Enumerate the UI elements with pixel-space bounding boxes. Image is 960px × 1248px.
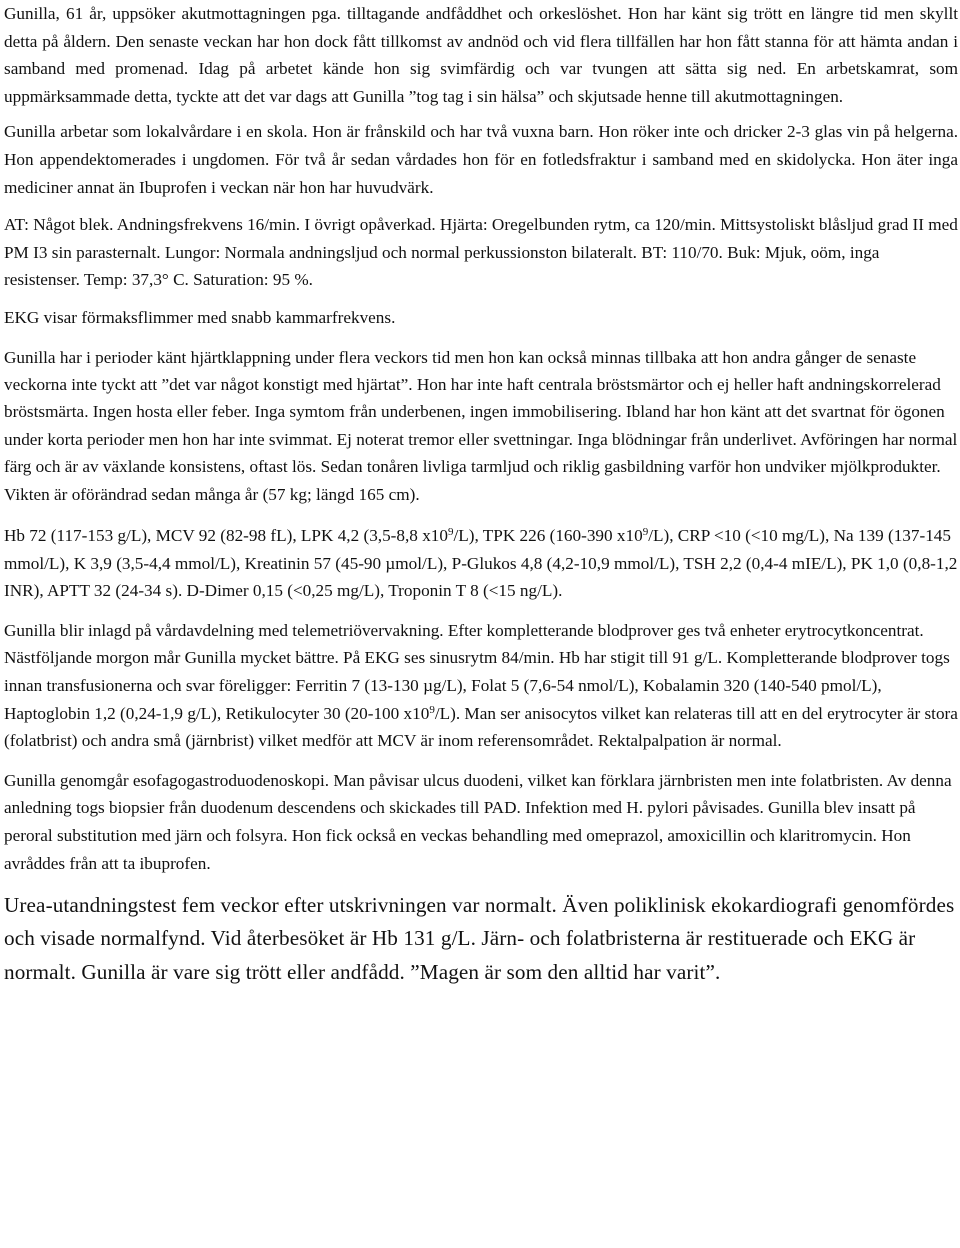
inpatient-text-part-1: Gunilla blir inlagd på vårdavdelning med telemetriövervakning. Efter kompletterande blodprover ges två enheter erytrocytkoncentrat. Nästföljande morgon mår Gunilla mycket bättre. På EKG ses sinusrytm 84/min. Hb har stigit till 91 g/L. Kompletterande blodprover togs innan transfusionerna och svar föreligger: Ferritin 7 (13-130 µg/L), Folat 5 (7,6-54 nmol/L), Kobalamin 320 (140-540 pmol/L), Haptoglobin 1,2 (0,24-1,9 g/L), Retikulocyter 30 (20-100 x10 xyxy=(4,620,950,723)
lab-superscript-2: 9 xyxy=(642,525,649,538)
paragraph-presenting-complaint: Gunilla, 61 år, uppsöker akutmottagningen pga. tilltagande andfåddhet och orkeslöshet. Hon har känt sig trött en längre tid men skyllt detta på åldern. Den senaste veckan har hon dock fått tillkomst av andnöd och vid flera tillfällen har hon fått stanna för att hämta andan i samband med promenad. Idag på arbetet kände hon sig svimfärdig och var tvungen att sätta sig ned. En arbetskamrat, som uppmärksammade detta, tyckte att det var dags att Gunilla ”tog tag i sin hälsa” och skjutsade henne till akutmottagningen. xyxy=(4,4,958,106)
lab-text-part-3: /L), CRP <10 (<10 mg/L), Na 139 (137-145 mmol/L), K 3,9 (3,5-4,4 mmol/L), Kreatinin 57 (45-90 µmol/L), P-Glukos 4,8 (4,2-10,9 mmol/L), TSH 2,2 (0,4-4 mIE/L), PK 1,0 (0,8-1,2 INR), APTT 32 (24-34 s). D-Dimer 0,15 (<0,25 mg/L), Troponin T 8 (<15 ng/L). xyxy=(4,525,958,601)
paragraph-social-history: Gunilla arbetar som lokalvårdare i en skola. Hon är frånskild och har två vuxna barn. Hon röker inte och dricker 2-3 glas vin på helgerna. Hon appendektomerades i ungdomen. För två år sedan vårdades hon för en fotledsfraktur i samband med en skidolycka. Hon äter inga mediciner annat än Ibuprofen i veckan när hon har huvudvärk. xyxy=(4,122,958,197)
paragraph-inpatient-course xyxy=(4,617,958,755)
case-document xyxy=(4,0,958,989)
lab-text-part-1: Hb 72 (117-153 g/L), MCV 92 (82-98 fL), LPK 4,2 (3,5-8,8 x10 xyxy=(4,525,448,545)
inpatient-text-part-2: /L). Man ser anisocytos vilket kan relateras till att en del erytrocyter är stora (folatbrist) och andra små (järnbrist) vilket medför att MCV är inom referensområdet. Rektalpalpation är normal. xyxy=(4,703,958,751)
lab-superscript-1: 9 xyxy=(447,525,454,538)
inpatient-superscript-1: 9 xyxy=(429,703,435,716)
paragraph-follow-up: Urea-utandningstest fem veckor efter utskrivningen var normalt. Även poliklinisk ekokardiografi genomfördes och visade normalfynd. Vid återbesöket är Hb 131 g/L. Järn- och folatbristerna är restituerade och EKG är normalt. Gunilla är vare sig trött eller andfådd. ”Magen är som den alltid har varit”. xyxy=(4,893,955,984)
paragraph-physical-exam: AT: Något blek. Andningsfrekvens 16/min. I övrigt opåverkad. Hjärta: Oregelbunden rytm, ca 120/min. Mittsystoliskt blåsljud grad II med PM I3 sin parasternalt. Lungor: Normala andningsljud och normal perkussionston bilateralt. BT: 110/70. Buk: Mjuk, oöm, inga resistenser. Temp: 37,3° C. Saturation: 95 %. xyxy=(4,215,958,290)
paragraph-history-details: Gunilla har i perioder känt hjärtklappning under flera veckors tid men hon kan också minnas tillbaka att hon andra gånger de senaste veckorna inte tyckt att ”det var något konstigt med hjärtat”. Hon har inte haft centrala bröstsmärtor och ej heller haft andningskorrelerad bröstsmärta. Ingen hosta eller feber. Inga symtom från underbenen, ingen immobilisering. Ibland har hon känt att det svartnat för ögonen under korta perioder men hon har inte svimmat. Ej noterat tremor eller svettningar. Inga blödningar från underlivet. Avföringen har normal färg och är av växlande konsistens, oftast lös. Sedan tonåren livliga tarmljud och riklig gasbildning varför hon undviker mjölkprodukter. Vikten är oförändrad sedan många år (57 kg; längd 165 cm). xyxy=(4,347,958,504)
paragraph-endoscopy: Gunilla genomgår esofagogastroduodenoskopi. Man påvisar ulcus duodeni, vilket kan förklara järnbristen men inte folatbristen. Av denna anledning togs biopsier från duodenum descendens och skickades till PAD. Infektion med H. pylori påvisades. Gunilla blev insatt på peroral substitution med järn och folsyra. Hon fick också en veckas behandling med omeprazol, amoxicillin och klaritromycin. Hon avråddes från att ta ibuprofen. xyxy=(4,770,952,873)
paragraph-lab-results xyxy=(4,522,958,605)
lab-text-part-2: /L), TPK 226 (160-390 x10 xyxy=(453,525,643,545)
paragraph-ecg-finding: EKG visar förmaksflimmer med snabb kammarfrekvens. xyxy=(4,307,396,327)
